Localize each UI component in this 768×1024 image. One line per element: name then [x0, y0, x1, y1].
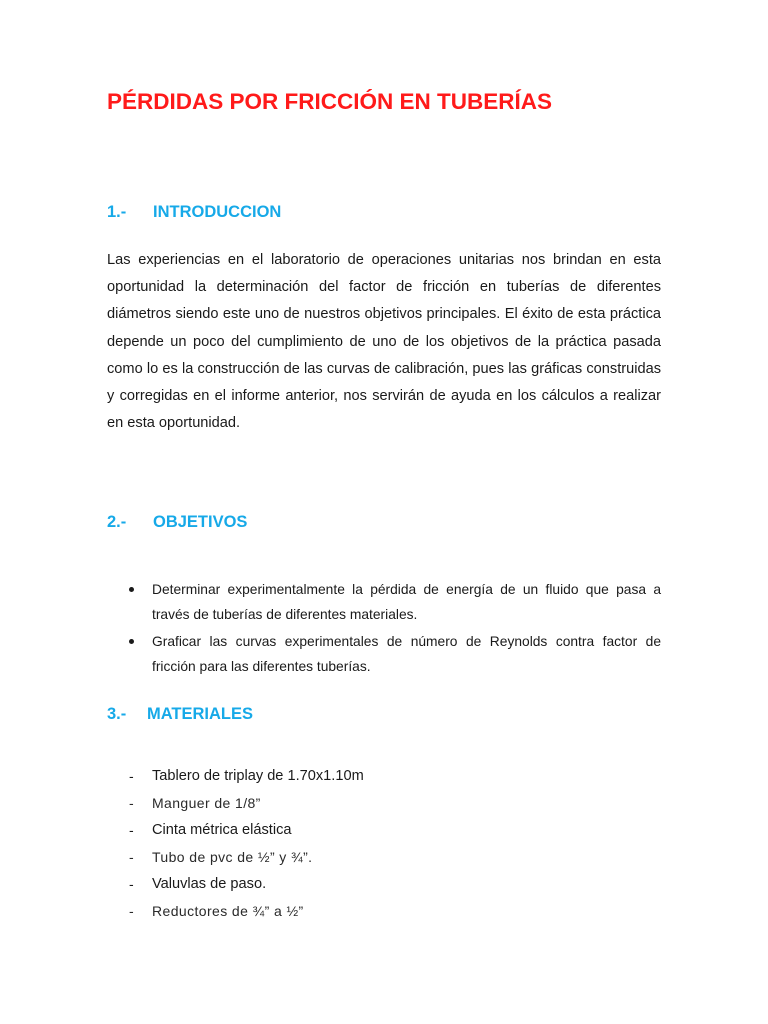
- document-title: PÉRDIDAS POR FRICCIÓN EN TUBERÍAS: [107, 89, 553, 114]
- dash-bullet: -: [129, 822, 134, 838]
- material-text: Cinta métrica elástica: [152, 822, 292, 838]
- section-number: 1.-: [107, 203, 127, 221]
- bullet-icon: [129, 639, 134, 644]
- material-text: Tubo de pvc de ½” y ¾”.: [152, 849, 313, 865]
- introduction-paragraph: Las experiencias en el laboratorio de operaciones unitarias nos brindan en esta oportunidad la determinación del factor de fricción en tuberías de diferentes diámetros siendo este uno de nuestros objetivos principales. El éxito de esta práctica depende un poco del cumplimiento de uno de los objetivos de la práctica pasada como lo es la construcción de las curvas de calibración, pues las gráficas construidas y corregidas en el informe anterior, nos servirán de ayuda en los cálculos a realizar en esta oportunidad.: [107, 252, 661, 432]
- objective-text: Graficar las curvas experimentales de número de Reynolds contra factor de fricción para las diferentes tuberías.: [152, 634, 661, 674]
- list-item: [107, 817, 661, 844]
- section-heading-objetivos: [107, 513, 247, 532]
- section-heading-introduccion: [107, 203, 281, 222]
- objective-text: Determinar experimentalmente la pérdida de energía de un fluido que pasa a través de tuberías de diferentes materiales.: [152, 582, 661, 622]
- list-item: [107, 898, 661, 925]
- list-item: [107, 871, 661, 898]
- section-title: INTRODUCCION: [153, 203, 282, 221]
- dash-bullet: -: [129, 795, 135, 811]
- material-text: Manguer de 1/8”: [152, 795, 261, 811]
- list-item: [107, 844, 661, 871]
- dash-bullet: -: [129, 903, 135, 919]
- bullet-icon: [129, 587, 134, 592]
- dash-bullet: -: [129, 876, 134, 892]
- list-item: [107, 790, 661, 817]
- section-number: 3.-: [107, 705, 127, 723]
- material-text: Tablero de triplay de 1.70x1.10m: [152, 768, 364, 784]
- section-title: OBJETIVOS: [153, 513, 248, 531]
- section-title: MATERIALES: [147, 705, 254, 723]
- dash-bullet: -: [129, 849, 135, 865]
- section-number: 2.-: [107, 513, 127, 531]
- list-item: [107, 629, 661, 679]
- list-item: [107, 577, 661, 627]
- section-heading-materiales: [107, 705, 253, 724]
- materials-list: [107, 763, 661, 925]
- material-text: Reductores de ¾” a ½”: [152, 903, 304, 919]
- material-text: Valuvlas de paso.: [152, 876, 267, 892]
- dash-bullet: -: [129, 768, 134, 784]
- objectives-list: [107, 577, 661, 681]
- list-item: [107, 763, 661, 790]
